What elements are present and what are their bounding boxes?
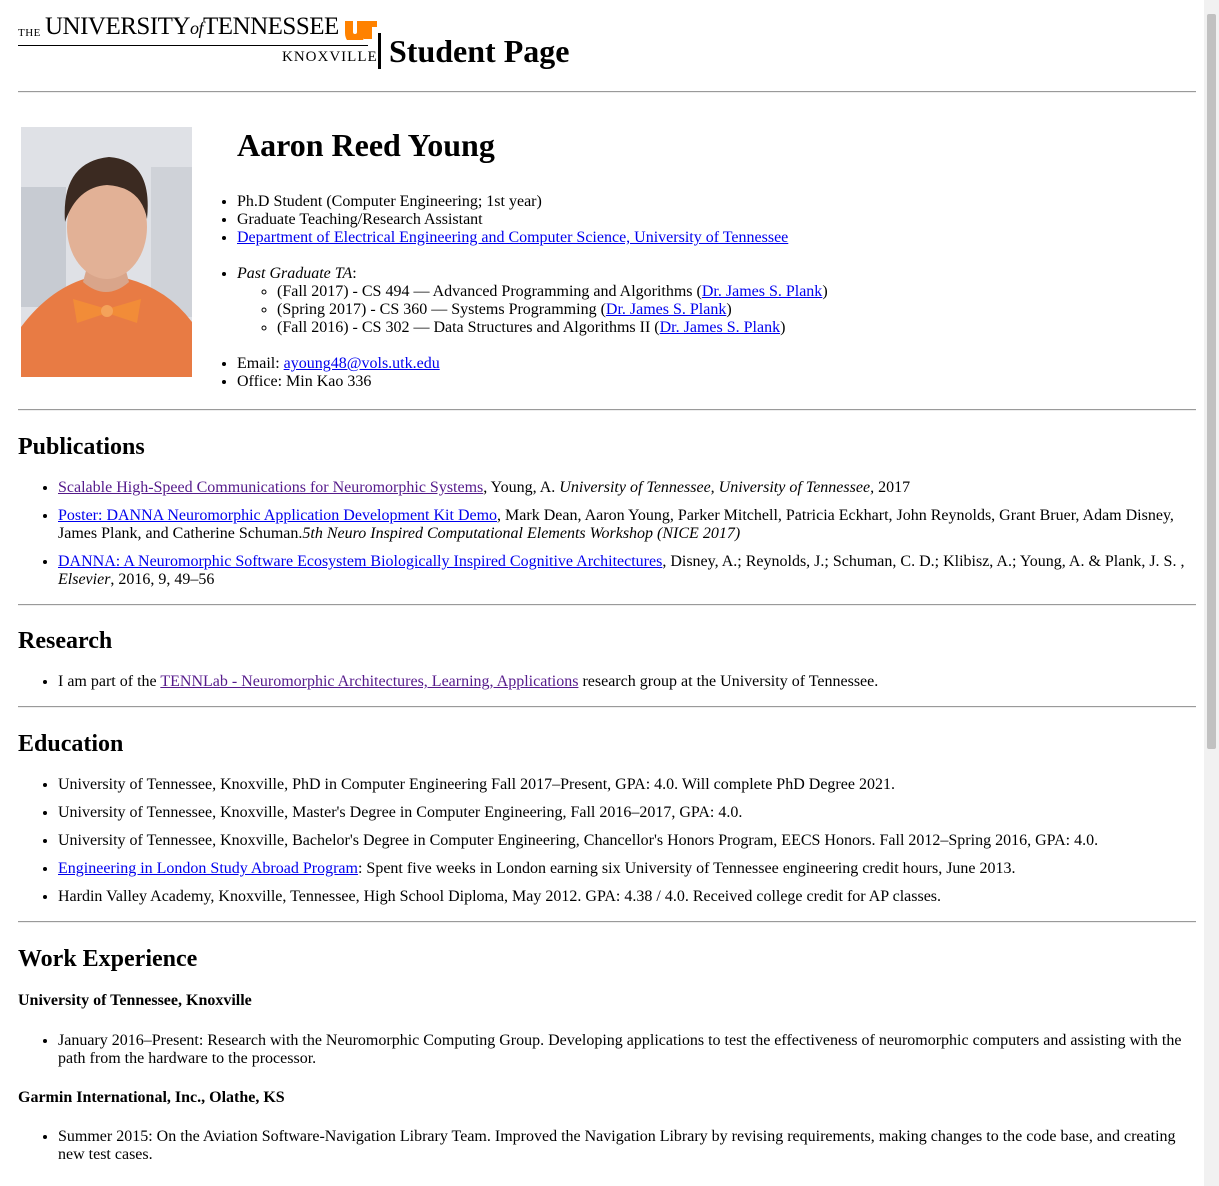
education-list (18, 776, 1196, 906)
education-heading: Education (18, 731, 124, 757)
instructor-link[interactable]: Dr. James S. Plank (605, 301, 727, 318)
logo-wordmark (45, 13, 339, 40)
work-heading: Work Experience (18, 946, 198, 972)
logo-tennessee: TENNESSEE (203, 13, 339, 40)
department-link[interactable]: Department of Electrical Engineering and Computer Science, University of Tennessee (237, 229, 789, 246)
education-item: • University of Tennessee, Knoxville, Master's Degree in Computer Engineering, Fall 2016–2017, GPA: 4.0. (58, 804, 1196, 822)
ta-item (277, 283, 1119, 301)
section-divider (18, 921, 1196, 923)
header (18, 0, 1196, 92)
publication-link[interactable]: Scalable High-Speed Communications for Neuromorphic Systems (58, 479, 484, 496)
study-abroad-text: : Spent five weeks in London earning six University of Tennessee engineering credit hours, June 2013. (357, 860, 1016, 877)
ta-close: ) (780, 319, 786, 336)
instructor-link[interactable]: Dr. James S. Plank (701, 283, 823, 300)
logo-of: of (190, 18, 204, 38)
publication-year: 2017 (874, 479, 911, 496)
job-list (18, 1032, 1196, 1068)
email-item (237, 355, 1119, 373)
page (18, 0, 1196, 92)
logo-the: THE (18, 27, 41, 39)
publication-authors: , Disney, A.; Reynolds, J.; Schuman, C. D.; Klibisz, A.; Young, A. & Plank, J. S. , (662, 553, 1185, 570)
student-name: Aaron Reed Young (237, 127, 495, 163)
employer-name: Garmin International, Inc., Olathe, KS (18, 1089, 285, 1106)
ta-course: (Spring 2017) - CS 360 — Systems Programming ( (277, 301, 606, 318)
research-heading: Research (18, 628, 113, 654)
profile-info-list (219, 193, 1119, 391)
section-divider (18, 604, 1196, 606)
research-list (18, 673, 1196, 691)
job-item: • January 2016–Present: Research with the Neuromorphic Computing Group. Developing applications to test the effectiveness of neuromorphic computers and assisting with the path from the hardware to the processor. (58, 1032, 1196, 1068)
publication-year: , 2016, 9, 49–56 (110, 571, 215, 588)
logo-rule (18, 45, 368, 46)
past-ta-label: Past Graduate TA (237, 265, 353, 282)
section-divider (18, 706, 1196, 708)
email-link[interactable]: ayoung48@vols.utk.edu (283, 355, 440, 372)
education-item: • University of Tennessee, Knoxville, PhD in Computer Engineering Fall 2017–Present, GPA: 4.0. Will complete PhD Degree 2021. (58, 776, 1196, 794)
department-item (237, 229, 1119, 247)
education-item: • University of Tennessee, Knoxville, Bachelor's Degree in Computer Engineering, Chancellor's Honors Program, EECS Honors. Fall 2012–Spring 2016, GPA: 4.0. (58, 832, 1196, 850)
publication-item (58, 479, 1196, 497)
publication-item (58, 553, 1196, 589)
research-item (58, 673, 1196, 691)
ta-close: ) (822, 283, 828, 300)
research-suffix: research group at the University of Tennessee. (578, 673, 879, 690)
publication-authors: , Young, A. (483, 479, 560, 496)
publication-link[interactable]: Poster: DANNA Neuromorphic Application Development Kit Demo (58, 507, 498, 524)
spacer (237, 337, 1119, 355)
work-section (18, 945, 1196, 1164)
publication-link[interactable]: DANNA: A Neuromorphic Software Ecosystem Biologically Inspired Cognitive Architectures (58, 553, 663, 570)
education-item: • Hardin Valley Academy, Knoxville, Tennessee, High School Diploma, May 2012. GPA: 4.38 / 4.0. Received college credit for AP classes. (58, 888, 1196, 906)
research-section (18, 627, 1196, 691)
title-divider (378, 33, 381, 69)
study-abroad-link[interactable]: Engineering in London Study Abroad Program (58, 860, 358, 877)
research-prefix: I am part of the (58, 673, 161, 690)
email-label: Email: (237, 355, 284, 372)
header-divider (18, 91, 1196, 93)
ta-item (277, 301, 1119, 319)
job-list (18, 1128, 1196, 1164)
past-ta-item (237, 265, 1119, 337)
power-t-icon (344, 20, 378, 40)
profile-photo (21, 127, 192, 377)
publications-list (18, 479, 1196, 589)
office-item: • Office: Min Kao 336 (237, 373, 1119, 391)
publication-venue: University of Tennessee, University of Tennessee, (559, 479, 875, 496)
site-title: Student Page (389, 33, 570, 69)
section-divider (18, 409, 1196, 411)
logo-university: UNIVERSITY (45, 13, 190, 40)
tennlab-link[interactable]: TENNLab - Neuromorphic Architectures, Learning, Applications (160, 673, 579, 690)
role-item: • Ph.D Student (Computer Engineering; 1st year) (237, 193, 1119, 211)
scrollbar-thumb[interactable] (1207, 14, 1216, 749)
employer-name: University of Tennessee, Knoxville (18, 992, 252, 1009)
ta-course: (Fall 2016) - CS 302 — Data Structures and Algorithms II ( (277, 319, 660, 336)
publications-section (18, 433, 1196, 599)
logo-knoxville: KNOXVILLE (282, 49, 378, 65)
vertical-scrollbar[interactable] (1204, 0, 1219, 1186)
university-logo[interactable] (18, 13, 378, 68)
ta-close: ) (726, 301, 732, 318)
profile-section (219, 127, 1119, 391)
ta-item (277, 319, 1119, 337)
spacer (237, 247, 1119, 265)
instructor-link[interactable]: Dr. James S. Plank (659, 319, 781, 336)
education-section (18, 730, 1196, 916)
job-item: • Summer 2015: On the Aviation Software-Navigation Library Team. Improved the Navigation Library by revising requirements, making changes to the code base, and creating new test cases. (58, 1128, 1196, 1164)
publication-venue: Elsevier (58, 571, 111, 588)
past-ta-colon: : (352, 265, 357, 282)
publications-heading: Publications (18, 434, 145, 460)
publication-authors: , Mark Dean, Aaron Young, Parker Mitchell, Patricia Eckhart, John Reynolds, Grant Bruer, Adam Disney, James Plank, and Catherine Schuman. (58, 507, 1174, 542)
ta-list (237, 283, 1119, 337)
ta-course: (Fall 2017) - CS 494 — Advanced Programming and Algorithms ( (277, 283, 702, 300)
portrait-image (21, 127, 192, 377)
education-item (58, 860, 1196, 878)
role-item: • Graduate Teaching/Research Assistant (237, 211, 1119, 229)
publication-venue: 5th Neuro Inspired Computational Elements Workshop (NICE 2017) (302, 525, 741, 542)
publication-item (58, 507, 1196, 543)
